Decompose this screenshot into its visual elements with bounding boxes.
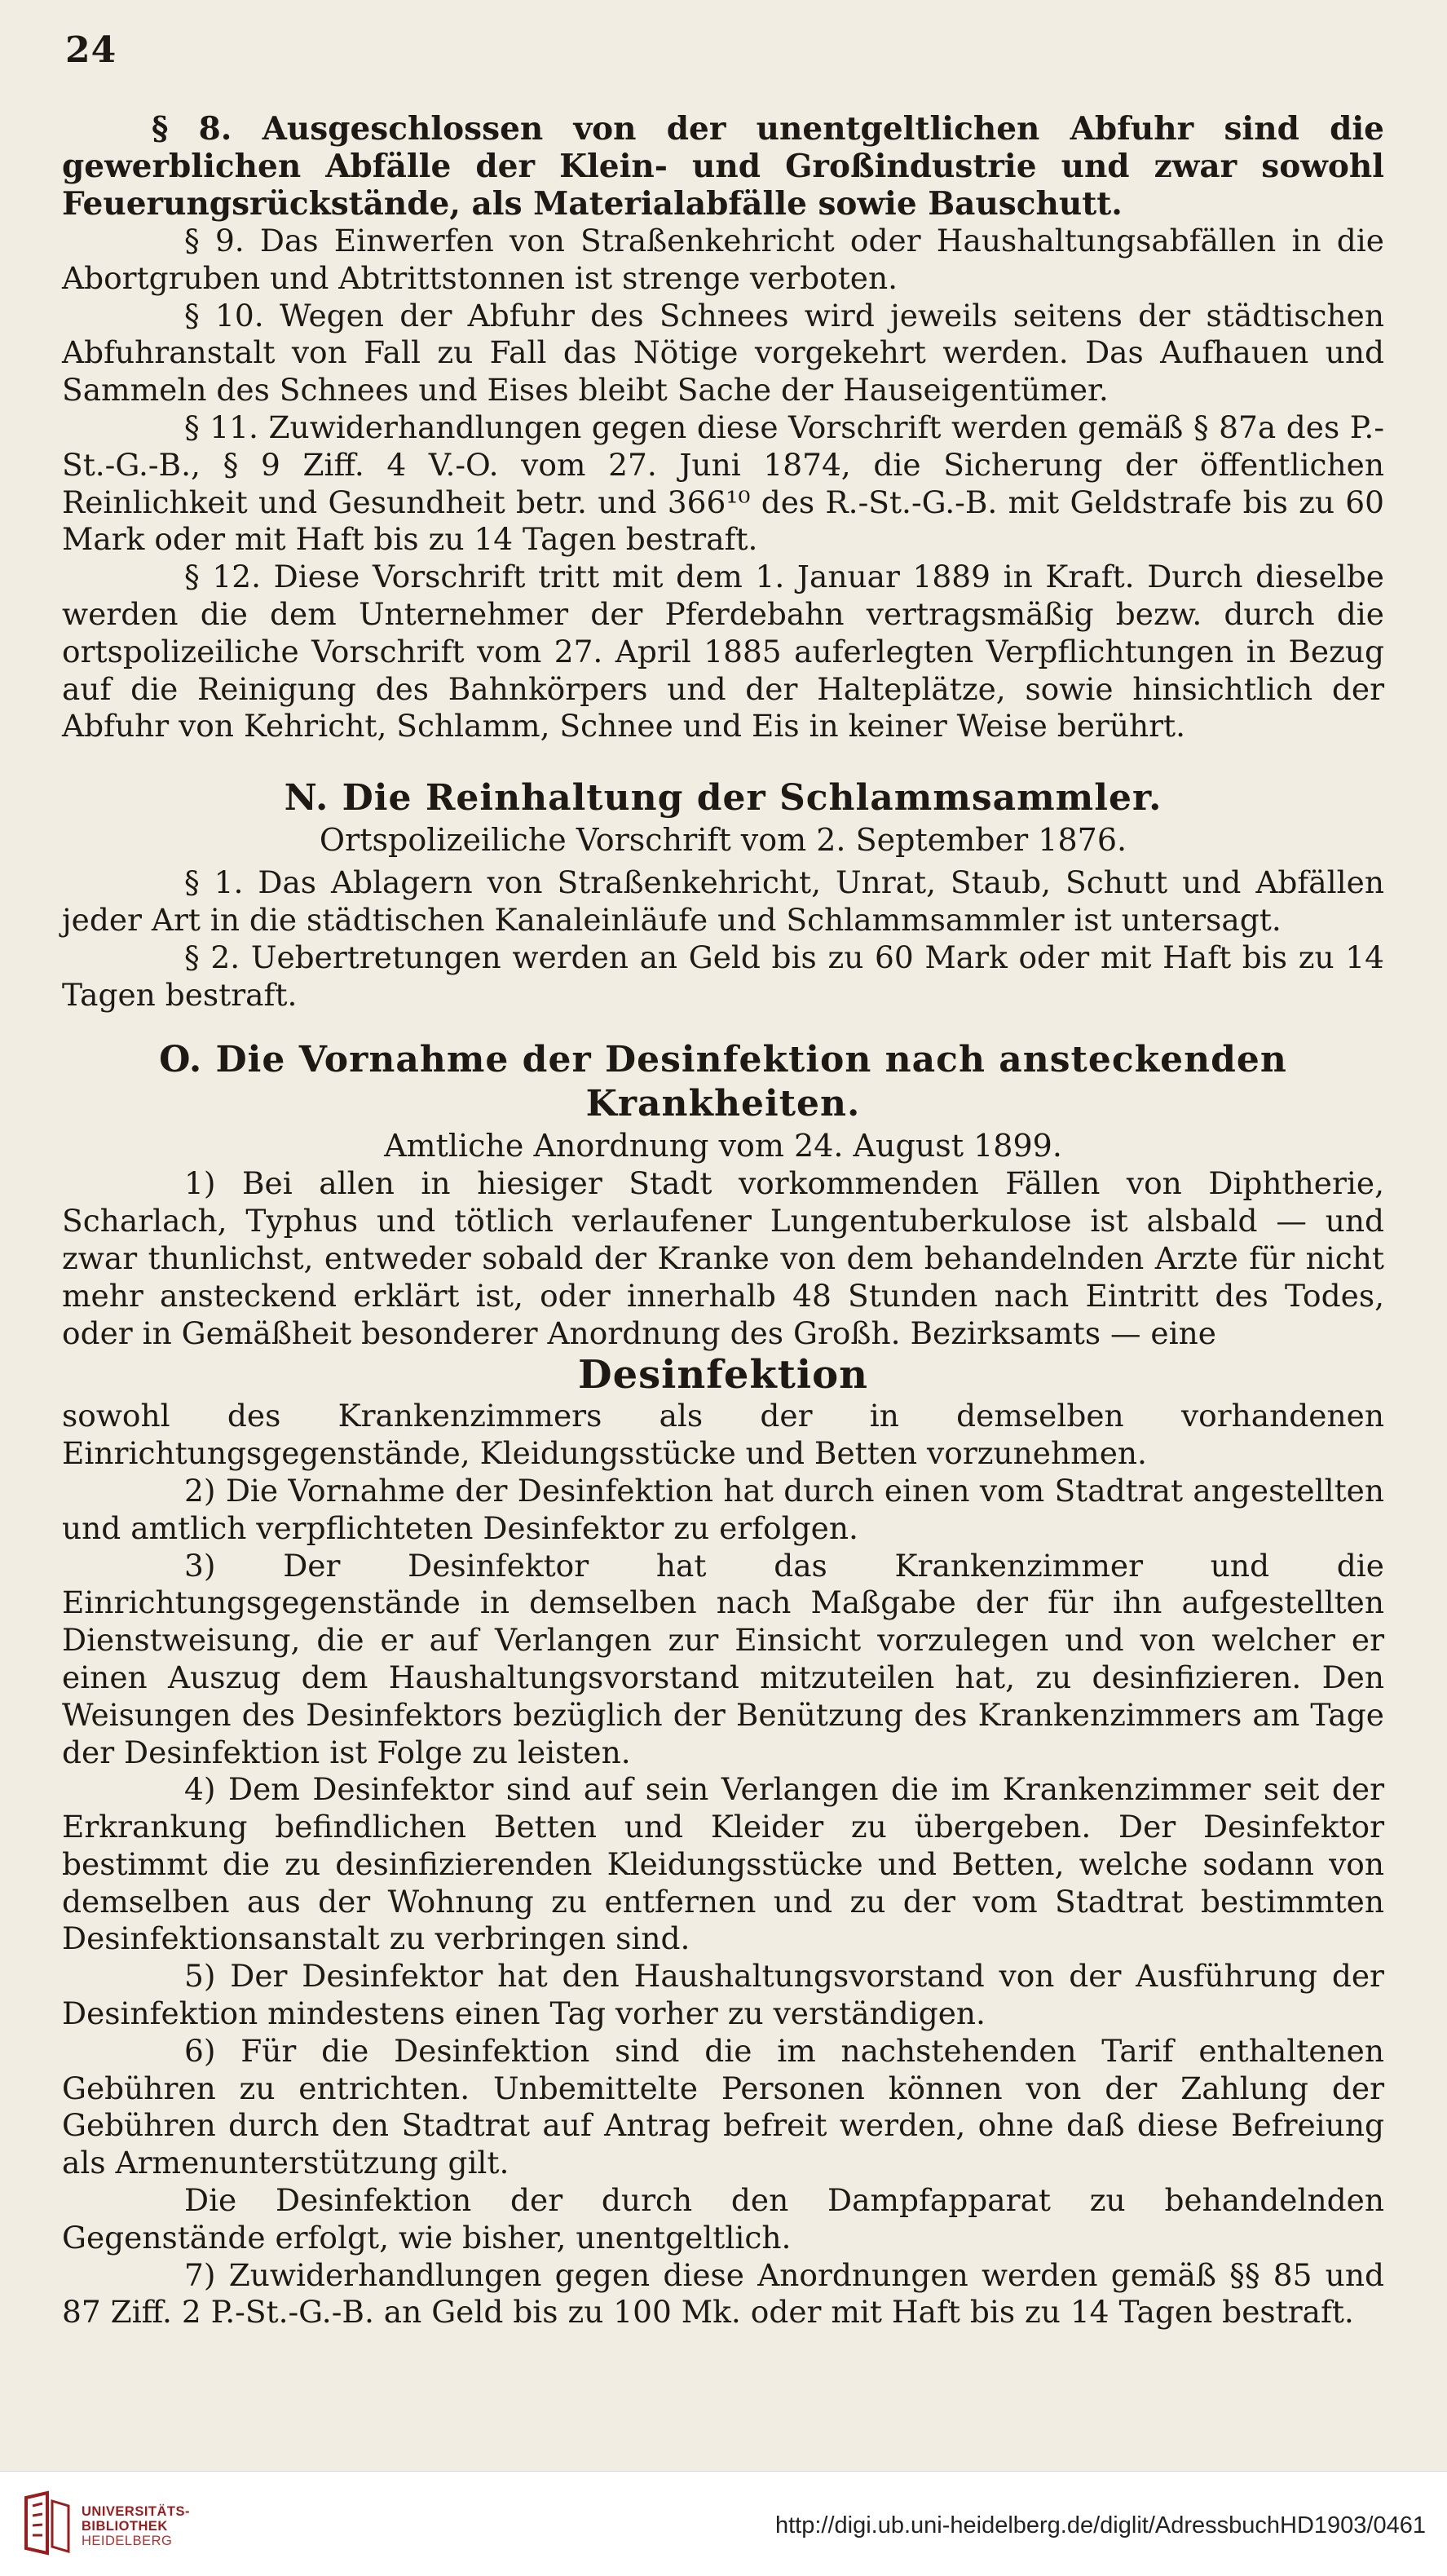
section-o-paragraph-1: 1) Bei allen in hiesiger Stadt vorkommenden Fällen von Diphtherie, Scharlach, Typhus und tötlich verlaufener Lungentuberkulose ist alsbald — und zwar thunlichst, entweder sobald der Kranke von dem behandelnden Arzte für nicht mehr ansteckend erklärt ist, oder innerhalb 48 Stunden nach Eintritt des Todes, oder in Gemäßheit besonderer Anordnung des Großh. Bezirksamts — eine: [62, 1165, 1384, 1351]
section-o-subheading: Amtliche Anordnung vom 24. August 1899.: [384, 1128, 1062, 1164]
section-o-paragraph-7: 7) Zuwiderhandlungen gegen diese Anordnungen werden gemäß §§ 85 und 87 Ziff. 2 P.-St.-G.-B. an Geld bis zu 100 Mk. oder mit Haft bis zu 14 Tagen bestraft.: [62, 2256, 1384, 2331]
paragraph-s11: § 11. Zuwiderhandlungen gegen diese Vorschrift werden gemäß § 87a des P.-St.-G.-B., § 9 Ziff. 4 V.-O. vom 27. Juni 1874, die Sicherung der öffentlichen Reinlichkeit und Gesundheit betr. und 366¹⁰ des R.-St.-G.-B. mit Geldstrafe bis zu 60 Mark oder mit Haft bis zu 14 Tagen bestraft.: [62, 409, 1384, 558]
page-content: [62, 110, 1384, 2331]
section-o-paragraph-6: 6) Für die Desinfektion sind die im nachstehenden Tarif enthaltenen Gebühren zu entrichten. Unbemittelte Personen können von der Zahlung der Gebühren durch den Stadtrat auf Antrag befreit werden, ohne daß diese Befreiung als Armenunterstützung gilt.: [62, 2032, 1384, 2181]
section-n-heading: N. Die Reinhaltung der Schlammsammler.: [284, 777, 1162, 820]
logo-line-2: BIBLIOTHEK: [82, 2519, 168, 2534]
section-o-paragraph-4: 4) Dem Desinfektor sind auf sein Verlangen die im Krankenzimmer seit der Erkrankung befindlichen Betten und Kleider zu übergeben. Der Desinfektor bestimmt die zu desinfizierenden Kleidungsstücke und Betten, welche sodann von demselben aus der Wohnung zu entfernen und zu der vom Stadtrat bestimmten Desinfektionsanstalt zu verbringen sind.: [62, 1771, 1384, 1957]
section-n-paragraph-1: § 1. Das Ablagern von Straßenkehricht, Unrat, Staub, Schutt und Abfällen jeder Art in die städtischen Kanaleinläufe und Schlammsammler ist untersagt.: [62, 864, 1384, 938]
paragraph-s10: § 10. Wegen der Abfuhr des Schnees wird jeweils seitens der städtischen Abfuhranstalt von Fall zu Fall das Nötige vorgekehrt werden. Das Aufhauen und Sammeln des Schnees und Eises bleibt Sache der Hauseigentümer.: [62, 297, 1384, 409]
desinfektion-heading: Desinfektion: [577, 1352, 869, 1398]
section-n-subheading: Ortspolizeiliche Vorschrift vom 2. September 1876.: [319, 822, 1127, 859]
viewer-footer: [0, 2471, 1447, 2576]
library-logo-text: [82, 2504, 190, 2548]
section-o-heading: O. Die Vornahme der Desinfektion nach ansteckenden Krankheiten.: [159, 1039, 1287, 1125]
permalink-url[interactable]: http://digi.ub.uni-heidelberg.de/diglit/AdressbuchHD1903/0461: [774, 2512, 1426, 2538]
paragraph-s9: § 9. Das Einwerfen von Straßenkehricht oder Haushaltungsabfällen in die Abortgruben und Abtrittstonnen ist strenge verboten.: [62, 223, 1384, 296]
section-n-paragraph-2: § 2. Uebertretungen werden an Geld bis zu 60 Mark oder mit Haft bis zu 14 Tagen bestraft.: [62, 939, 1384, 1013]
logo-line-3: HEIDELBERG: [82, 2534, 173, 2548]
section-o-paragraph-2: 2) Die Vornahme der Desinfektion hat durch einen vom Stadtrat angestellten und amtlich verpflichteten Desinfektor zu erfolgen.: [62, 1472, 1384, 1546]
paragraph-s8: § 8. Ausgeschlossen von der unentgeltlichen Abfuhr sind die gewerblichen Abfälle der Klein- und Großindustrie und zwar sowohl Feuerungsrückstände, als Materialabfälle sowie Bauschutt.: [62, 110, 1384, 223]
paragraph-s12: § 12. Diese Vorschrift tritt mit dem 1. Januar 1889 in Kraft. Durch dieselbe werden die dem Unternehmer der Pferdebahn vertragsmäßig bezw. durch die ortspolizeiliche Vorschrift vom 27. April 1885 auferlegten Verpflichtungen in Bezug auf die Reinigung des Bahnkörpers und der Halteplätze, sowie hinsichtlich der Abfuhr von Kehricht, Schlamm, Schnee und Eis in keiner Weise berührt.: [62, 559, 1384, 745]
logo-line-1: UNIVERSITÄTS-: [82, 2504, 191, 2519]
section-o-paragraph-5: 5) Der Desinfektor hat den Haushaltungsvorstand von der Ausführung der Desinfektion mindestens einen Tag vorher zu verständigen.: [62, 1958, 1384, 2032]
page-number: 24: [65, 29, 117, 71]
section-o-paragraph-1b: sowohl des Krankenzimmers als der in demselben vorhandenen Einrichtungsgegenstände, Kleidungsstücke und Betten vorzunehmen.: [62, 1398, 1384, 1472]
section-o-paragraph-3: 3) Der Desinfektor hat das Krankenzimmer und die Einrichtungsgegenstände in demselben nach Maßgabe der für ihn aufgestellten Dienstweisung, die er auf Verlangen zur Einsicht vorzulegen und von welcher er einen Auszug dem Haushaltungsvorstand mitzuteilen hat, zu desinfizieren. Den Weisungen des Desinfektors bezüglich der Benützung des Krankenzimmers am Tage der Desinfektion ist Folge zu leisten.: [62, 1547, 1384, 1770]
section-o-paragraph-6b: Die Desinfektion der durch den Dampfapparat zu behandelnden Gegenstände erfolgt, wie bisher, unentgeltlich.: [62, 2182, 1384, 2256]
university-library-logo-icon: [15, 2490, 73, 2558]
